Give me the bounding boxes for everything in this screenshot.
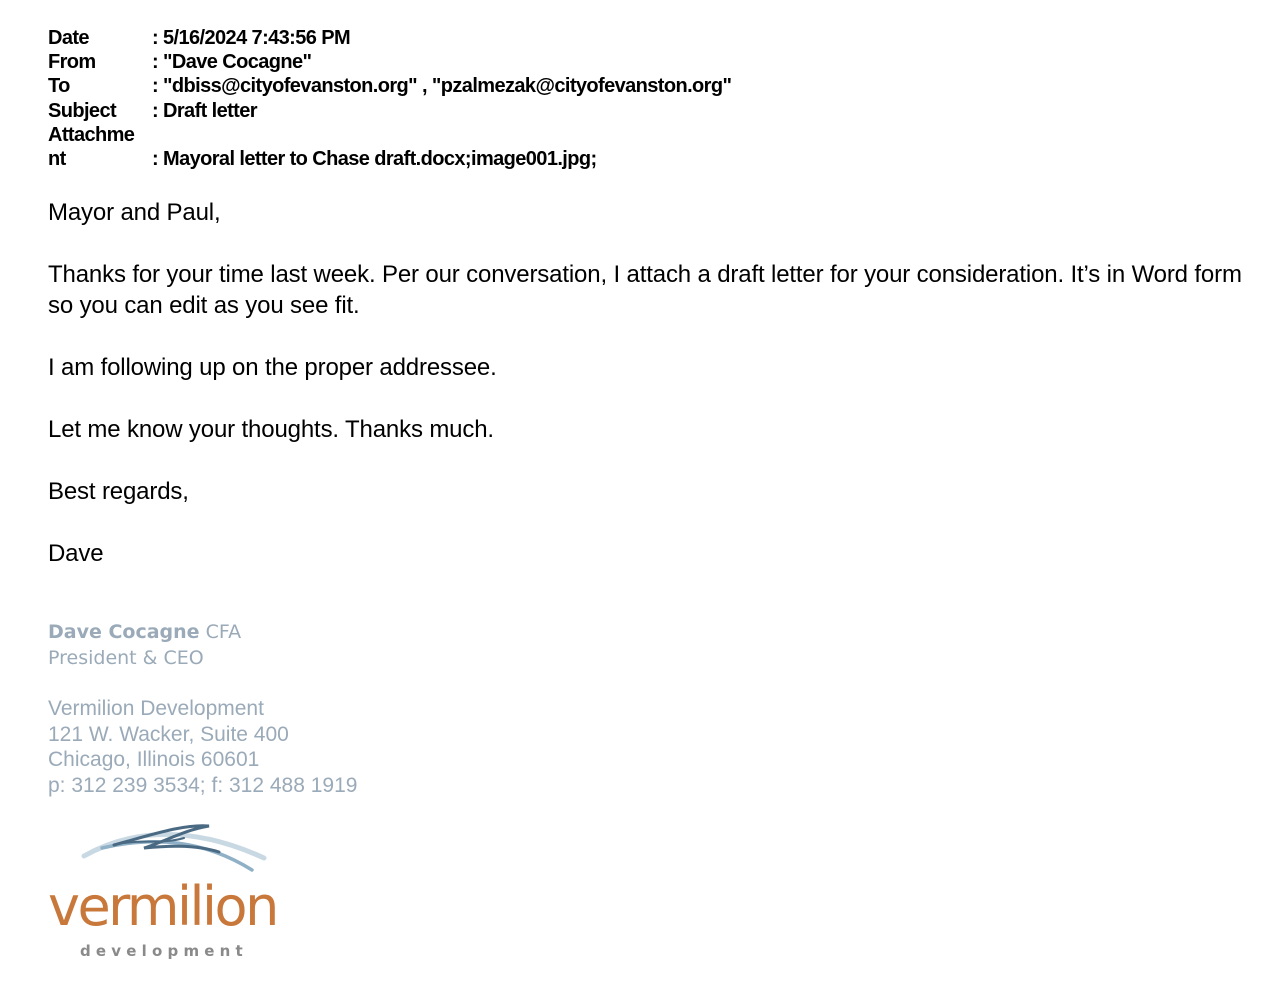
from-row [48,50,731,74]
sender-name: Dave [48,540,104,567]
attachment-label-row [48,123,731,147]
logo-word: vermilion [48,875,277,938]
subject-value: : Draft letter [152,99,257,122]
attachment-label-part2: nt [48,148,66,171]
from-value: : "Dave Cocagne" [152,51,312,74]
email-body [48,197,1248,600]
body-paragraph-1: Thanks for your time last week. Per our conversation, I attach a draft letter for your consideration. It’s in Word form so you can edit as you see fit. [48,261,1242,319]
body-paragraph-2: I am following up on the proper addressee. [48,354,497,381]
to-value: : "dbiss@cityofevanston.org" , "pzalmezak@cityofevanston.org" [152,75,732,98]
closing: Best regards, [48,478,189,505]
signature-address [48,696,357,798]
logo-subword: development [80,942,248,960]
signature-phone: p: 312 239 3534; f: 312 488 1919 [48,773,358,797]
signature-company: Vermilion Development [48,697,264,720]
signature-credential: CFA [205,621,242,643]
greeting: Mayor and Paul, [48,199,221,226]
attachment-row [48,147,731,171]
email-signature [48,620,357,798]
attachment-label-part1: Attachme [48,123,135,146]
to-row [48,74,731,98]
date-label: Date [48,27,89,49]
date-row [48,26,731,50]
signature-address-line-2: Chicago, Illinois 60601 [48,748,260,771]
subject-label: Subject [48,99,117,122]
signature-name: Dave Cocagne [48,621,200,643]
date-value: : 5/16/2024 7:43:56 PM [152,27,351,49]
email-header [48,26,731,171]
from-label: From [48,51,96,74]
attachment-value: : Mayoral letter to Chase draft.docx;image001.jpg; [152,148,597,171]
to-label: To [48,75,70,98]
signature-title: President & CEO [48,646,204,669]
subject-row [48,99,731,123]
vermilion-logo [44,818,304,968]
signature-address-line-1: 121 W. Wacker, Suite 400 [48,722,289,746]
signature-name-line [48,620,357,646]
body-paragraph-3: Let me know your thoughts. Thanks much. [48,416,494,443]
